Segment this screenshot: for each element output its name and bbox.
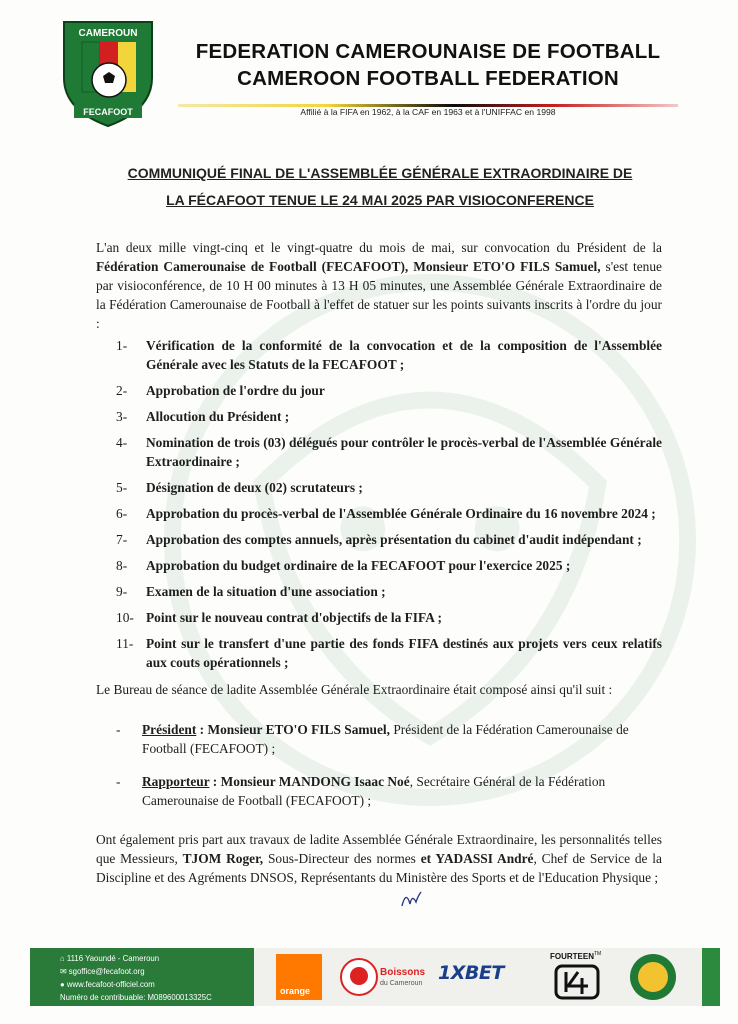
1xbet-logo: 1XBET xyxy=(438,962,504,984)
closing-bold-1: TJOM Roger, xyxy=(182,851,264,866)
agenda-item-text: Vérification de la conformité de la convocation et de la composition de l'Assemblée Générale avec les Statuts de la FECAFOOT ; xyxy=(146,338,662,372)
fourteen-logo xyxy=(550,952,608,1002)
closing-paragraph xyxy=(96,830,662,887)
agenda-item xyxy=(116,433,662,471)
agenda-item-number: 8- xyxy=(116,558,128,573)
agenda-item xyxy=(116,634,662,672)
agenda-item xyxy=(116,336,662,374)
agenda-list xyxy=(116,336,662,679)
agenda-item-number: 7- xyxy=(116,532,128,547)
orange-logo-text: orange xyxy=(280,986,311,996)
agenda-item xyxy=(116,530,662,549)
agenda-item-text: Approbation du procès-verbal de l'Assemblée Générale Ordinaire du 16 novembre 2024 ; xyxy=(146,506,656,521)
federation-title-fr: FEDERATION CAMEROUNAISE DE FOOTBALL xyxy=(195,40,661,63)
agenda-item-text: Point sur le nouveau contrat d'objectifs de la FIFA ; xyxy=(146,610,442,625)
federation-title-en: CAMEROON FOOTBALL FEDERATION xyxy=(237,67,619,90)
bureau-desc: Président de la Fédération Camerounaise de Football (FECAFOOT) ; xyxy=(142,722,629,756)
bureau-name: Monsieur MANDONG Isaac Noé xyxy=(220,774,410,789)
agenda-item xyxy=(116,381,662,400)
lions-emblem-icon xyxy=(630,954,676,1000)
logo-bottom-text: FECAFOOT xyxy=(83,107,133,117)
communique-title-line1: COMMUNIQUÉ FINAL DE L'ASSEMBLÉE GÉNÉRALE EXTRAORDINAIRE DE xyxy=(127,165,633,181)
intro-paragraph xyxy=(96,238,662,333)
communique-title-line2: LA FÉCAFOOT TENUE LE 24 MAI 2025 PAR VISIOCONFERENCE xyxy=(166,192,594,208)
footer-email: ✉ sgoffice@fecafoot.org xyxy=(60,967,145,976)
logo-top-text: CAMEROUN xyxy=(78,28,138,39)
federation-title xyxy=(168,38,688,92)
agenda-item-number: 1- xyxy=(116,338,128,353)
agenda-item-text: Nomination de trois (03) délégués pour contrôler le procès-verbal de l'Assemblée Générale Extraordinaire ; xyxy=(146,435,662,469)
footer-website: ● www.fecafoot-officiel.com xyxy=(60,980,155,989)
agenda-item-number: 9- xyxy=(116,584,128,599)
agenda-item-number: 10- xyxy=(116,610,134,625)
agenda-item xyxy=(116,504,662,523)
closing-bold-2: et YADASSI André xyxy=(420,851,534,866)
agenda-item-number: 4- xyxy=(116,435,128,450)
agenda-item xyxy=(116,582,662,601)
closing-text-1: Ont également pris part aux travaux de ladite Assemblée Générale Extraordinaire, les personnalités telles que Messieurs, xyxy=(96,832,662,866)
fourteen-emblem-icon xyxy=(554,964,600,1000)
agenda-item xyxy=(116,608,662,627)
bureau-intro: Le Bureau de séance de ladite Assemblée Générale Extraordinaire était composé ainsi qu'il suit : xyxy=(96,682,613,697)
bureau-dash: - xyxy=(116,722,121,737)
agenda-item-number: 2- xyxy=(116,383,128,398)
agenda-item xyxy=(116,407,662,426)
boissons-sub-text: du Cameroun xyxy=(380,980,423,987)
agenda-item-text: Point sur le transfert d'une partie des fonds FIFA destinés aux projets vers ceux relatifs aux couts opérationnels ; xyxy=(146,636,662,670)
intro-text-2: s'est tenue par visioconférence, de 10 H 00 minutes à 13 H 05 minutes, une Assemblée Générale Extraordinaire de la Fédération Camerounaise de Football à l'effet de statuer sur les points suivants inscrits à l'ordre du jour : xyxy=(96,259,662,331)
closing-text-3: , Chef de Service de la Discipline et des Agréments DNSOS, Représentants du Ministère des Sports et de l'Education Physique ; xyxy=(96,851,662,885)
fourteen-text: FOURTEEN xyxy=(550,952,594,961)
agenda-item-text: Examen de la situation d'une association ; xyxy=(146,584,386,599)
agenda-item-text: Approbation de l'ordre du jour xyxy=(146,383,325,398)
signature-initials xyxy=(398,886,424,912)
footer-contact-block xyxy=(30,948,254,1006)
footer-taxpayer: Numéro de contribuable: M089600013325C xyxy=(60,993,212,1002)
bureau-member xyxy=(116,720,662,758)
bureau-member xyxy=(116,772,662,810)
agenda-item-number: 6- xyxy=(116,506,128,521)
agenda-item-text: Approbation du budget ordinaire de la FECAFOOT pour l'exercice 2025 ; xyxy=(146,558,571,573)
footer-bar xyxy=(30,948,720,1006)
agenda-item-number: 3- xyxy=(116,409,128,424)
closing-text-2: Sous-Directeur des normes xyxy=(263,851,421,866)
footer-address: ⌂ 1116 Yaoundé - Cameroun xyxy=(60,954,160,963)
boissons-text: Boissons xyxy=(380,967,426,978)
agenda-item xyxy=(116,478,662,497)
bureau-desc: , Secrétaire Général de la Fédération Camerounaise de Football (FECAFOOT) ; xyxy=(142,774,606,808)
bureau-sep: : xyxy=(196,722,208,737)
fourteen-tm: TM xyxy=(594,951,602,957)
bureau-role: Président xyxy=(142,722,197,737)
agenda-item-text: Allocution du Président ; xyxy=(146,409,290,424)
intro-text-1: L'an deux mille vingt-cinq et le vingt-quatre du mois de mai, sur convocation du Président de la xyxy=(96,240,662,255)
intro-bold-1: Fédération Camerounaise de Football (FECAFOOT), Monsieur ETO'O FILS Samuel, xyxy=(96,259,601,274)
boissons-logo xyxy=(340,954,440,1000)
agenda-item-text: Approbation des comptes annuels, après présentation du cabinet d'audit indépendant ; xyxy=(146,532,642,547)
agenda-item xyxy=(116,556,662,575)
bureau-name: Monsieur ETO'O FILS Samuel, xyxy=(207,722,390,737)
agenda-item-text: Désignation de deux (02) scrutateurs ; xyxy=(146,480,363,495)
bureau-role: Rapporteur xyxy=(142,774,210,789)
communique-title xyxy=(80,160,680,214)
bureau-dash: - xyxy=(116,774,121,789)
footer-right-stripe xyxy=(702,948,720,1006)
fecafoot-logo xyxy=(60,18,156,130)
bureau-sep: : xyxy=(209,774,221,789)
bureau-list xyxy=(116,720,662,824)
agenda-item-number: 11- xyxy=(116,636,134,651)
agenda-item-number: 5- xyxy=(116,480,128,495)
affiliation-text: Affilié à la FIFA en 1962, à la CAF en 1963 et à l'UNIFFAC en 1998 xyxy=(300,107,556,117)
